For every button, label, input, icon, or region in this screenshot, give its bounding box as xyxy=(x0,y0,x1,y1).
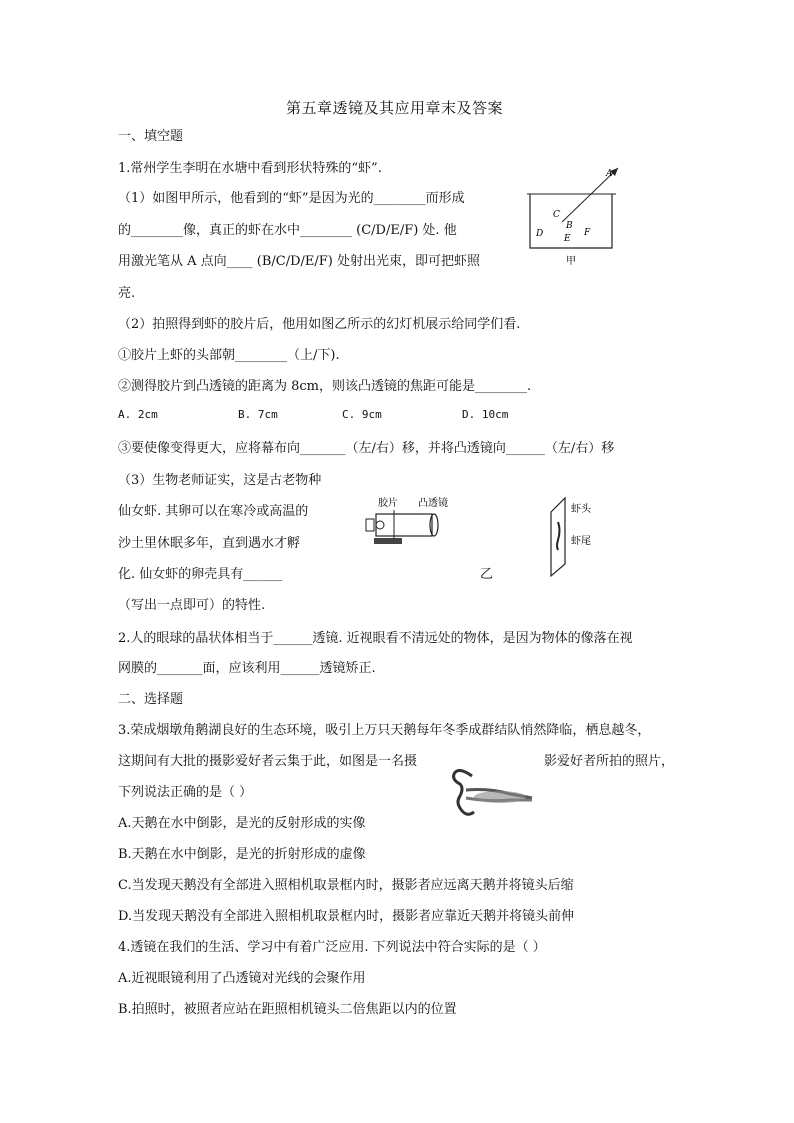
q1-part3-line2: 仙女虾. 其卵可以在寒冷或高温的 xyxy=(118,504,309,519)
q1-part3-line5: （写出一点即可）的特性. xyxy=(118,598,266,613)
q3-option-a: A.天鹅在水中倒影，是光的反射形成的实像 xyxy=(118,816,366,831)
label-a: A xyxy=(606,169,613,179)
q1-stem: 1.常州学生李明在水塘中看到形状特殊的“虾”. xyxy=(118,161,382,176)
section-choice: 二、选择题 xyxy=(118,692,184,707)
section-fill-blank: 一、填空题 xyxy=(118,129,184,144)
q4-option-b: B.拍照时，被照者应站在距照相机镜头二倍焦距以内的位置 xyxy=(118,1002,457,1017)
q1-option-b: B. 7cm xyxy=(238,408,278,421)
figure-jia-svg xyxy=(522,160,642,272)
q3-option-c: C.当发现天鹅没有全部进入照相机取景框内时，摄影者应远离天鹅并将镜头后缩 xyxy=(118,878,574,893)
q1-part1-line4: 亮. xyxy=(118,286,136,301)
q1-part1-line2: 的________像，真正的虾在水中________ (C/D/E/F) 处. 他 xyxy=(118,223,457,238)
q4-option-a: A.近视眼镜利用了凸透镜对光线的会聚作用 xyxy=(118,971,366,986)
q1-part1-line3: 用激光笔从 A 点向____ (B/C/D/E/F) 处射出光束，即可把虾照 xyxy=(118,254,481,269)
caption-yi: 乙 xyxy=(480,567,494,582)
q1-option-d: D. 10cm xyxy=(462,408,509,421)
q3-option-b: B.天鹅在水中倒影，是光的折射形成的虚像 xyxy=(118,847,366,862)
page-title: 第五章透镜及其应用章末及答案 xyxy=(286,99,504,117)
q1-part3-line3: 沙土里休眠多年，直到遇水才孵 xyxy=(118,536,301,551)
q2-line1: 2.人的眼球的晶状体相当于______透镜. 近视眼看不清远处的物体，是因为物体的像落在视 xyxy=(118,631,633,646)
q3-option-d: D.当发现天鹅没有全部进入照相机取景框内时，摄影者应靠近天鹅并将镜头前伸 xyxy=(118,909,575,924)
label-shrimp-head: 虾头 xyxy=(571,504,591,515)
q1-part1-line1: （1）如图甲所示，他看到的“虾”是因为光的________而形成 xyxy=(118,191,465,206)
label-f: F xyxy=(584,228,591,238)
q3-line3: 下列说法正确的是（ ） xyxy=(118,785,253,800)
q1-option-c: C. 9cm xyxy=(342,408,382,421)
q1-option-a: A. 2cm xyxy=(118,408,158,421)
figure-jia xyxy=(522,160,642,272)
q1-part3-line4: 化. 仙女虾的卵壳具有______ xyxy=(118,567,283,582)
figure-yi-screen xyxy=(545,490,625,580)
swan-photo xyxy=(450,762,536,828)
label-d: D xyxy=(536,229,544,239)
q4-stem: 4.透镜在我们的生活、学习中有着广泛应用. 下列说法中符合实际的是（ ） xyxy=(118,940,546,955)
q1-part2-b: ②测得胶片到凸透镜的距离为 8cm，则该凸透镜的焦距可能是________. xyxy=(118,379,532,394)
label-c: C xyxy=(553,210,560,220)
label-film: 胶片 xyxy=(378,498,398,509)
label-b: B xyxy=(566,221,573,231)
figure-yi-projector xyxy=(360,492,470,552)
q1-part3-line1: （3）生物老师证实，这是古老物种 xyxy=(118,473,322,488)
label-shrimp-tail: 虾尾 xyxy=(571,536,591,547)
q3-line2a: 这期间有大批的摄影爱好者云集于此，如图是一名摄 xyxy=(118,754,418,769)
q3-line2b: 影爱好者所拍的照片， xyxy=(544,754,675,769)
q1-part2-c: ③要使像变得更大，应将幕布向_______（左/右）移，并将凸透镜向______（左/右）移 xyxy=(118,441,615,456)
label-e: E xyxy=(564,234,571,244)
label-lens: 凸透镜 xyxy=(418,498,448,509)
q1-part2-a: ①胶片上虾的头部朝________（上/下). xyxy=(118,348,340,363)
q2-line2: 网膜的_______面，应该利用______透镜矫正. xyxy=(118,661,376,676)
q1-part2: （2）拍照得到虾的胶片后，他用如图乙所示的幻灯机展示给同学们看. xyxy=(118,317,521,332)
q3-line1: 3.荣成烟墩角鹅湖良好的生态环境，吸引上万只天鹅每年冬季成群结队悄然降临，栖息越冬， xyxy=(118,723,651,738)
caption-jia: 甲 xyxy=(566,256,576,267)
